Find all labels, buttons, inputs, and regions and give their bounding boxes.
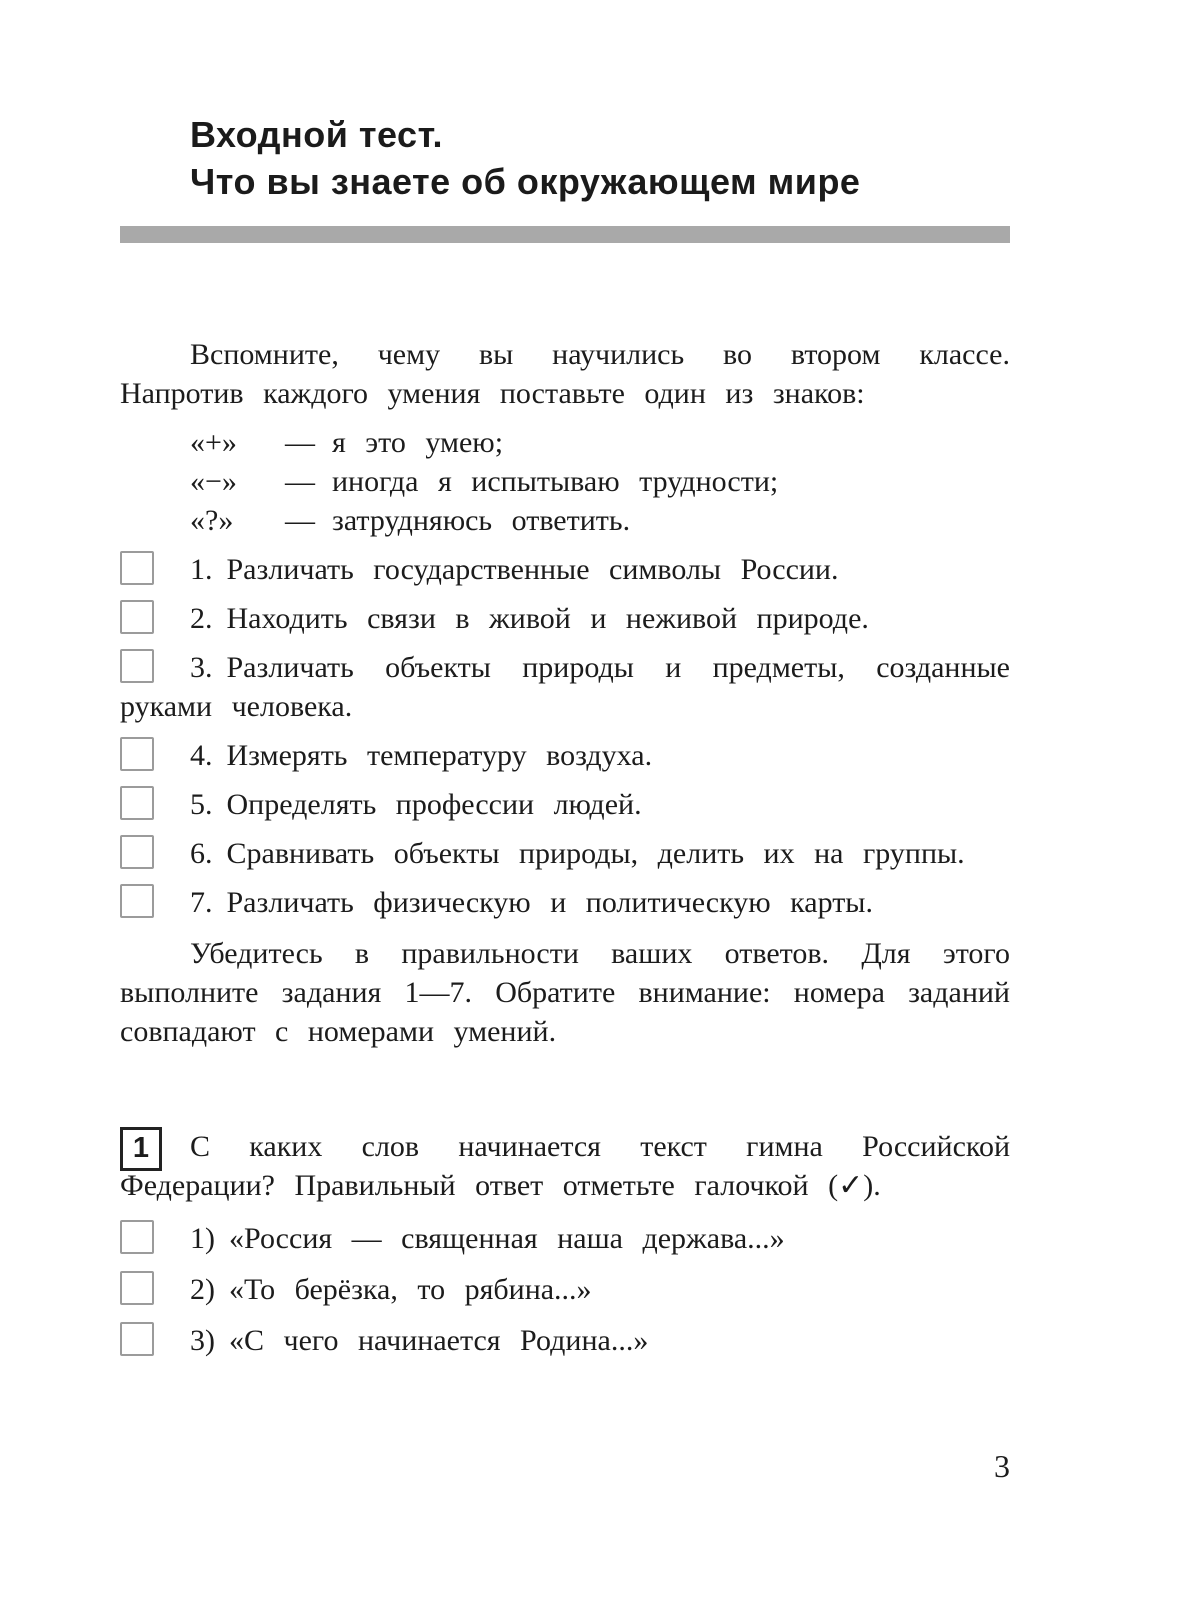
legend-row [190,501,1010,540]
skill-checkbox-7[interactable] [120,884,154,918]
task-text: С каких слов начинается текст гимна Российской Федерации? Правильный ответ отметьте галочкой (✓). [120,1129,1010,1202]
option-text: «С чего начинается Родина...» [229,1323,649,1357]
skill-text: Определять профессии людей. [226,787,642,821]
page-content [120,112,1010,1360]
skill-number: 2. [190,601,213,635]
skill-checkbox-1[interactable] [120,551,154,585]
answer-option [120,1270,1010,1309]
skill-text: Сравнивать объекты природы, делить их на группы. [226,836,965,870]
skill-checkbox-4[interactable] [120,737,154,771]
legend-sign-minus: «−» [190,464,237,498]
skill-checkbox-2[interactable] [120,600,154,634]
option-text: «Россия — священная наша держава...» [229,1221,785,1255]
legend-sign-question: «?» [190,503,234,537]
title-divider-bar [120,226,1010,243]
page-number: 3 [994,1448,1010,1484]
option-checkbox-3[interactable] [120,1322,154,1356]
skill-item [120,648,1010,726]
skill-text: Различать физическую и политическую карты. [226,885,873,919]
legend-dash: — [285,503,315,537]
legend-text: я это умею; [332,425,504,459]
skill-number: 6. [190,836,213,870]
skill-number: 4. [190,738,213,772]
skill-item [120,785,1010,824]
skill-number: 7. [190,885,213,919]
skill-text: Различать объекты природы и предметы, созданные руками человека. [120,650,1010,723]
skill-item [120,599,1010,638]
option-number: 3) [190,1323,215,1357]
skill-item [120,834,1010,873]
option-checkbox-2[interactable] [120,1271,154,1305]
skills-list [120,550,1010,922]
skill-item [120,550,1010,589]
legend-row [190,423,1010,462]
skill-item [120,883,1010,922]
skill-checkbox-5[interactable] [120,786,154,820]
skill-number: 1. [190,552,213,586]
legend-sign-plus: «+» [190,425,237,459]
option-number: 2) [190,1272,215,1306]
legend-dash: — [285,464,315,498]
check-answers-paragraph: Убедитесь в правильности ваших ответов. Для этого выполните задания 1—7. Обратите внимание: номера заданий совпадают с номерами умений. [120,936,1010,1048]
option-number: 1) [190,1221,215,1255]
page-title-line-2: Что вы знаете об окружающем мире [190,160,861,202]
page-title [190,112,1010,206]
skill-number: 5. [190,787,213,821]
answer-option [120,1219,1010,1258]
skill-checkbox-3[interactable] [120,649,154,683]
task-number-box: 1 [120,1127,162,1171]
legend-row [190,462,1010,501]
legend-text: иногда я испытываю трудности; [332,464,779,498]
task-1 [120,1127,1010,1205]
skill-item [120,736,1010,775]
legend-dash: — [285,425,315,459]
marks-legend [190,423,1010,540]
skill-text: Измерять температуру воздуха. [226,738,653,772]
skill-number: 3. [190,650,213,684]
option-text: «То берёзка, то рябина...» [229,1272,592,1306]
option-checkbox-1[interactable] [120,1220,154,1254]
skill-checkbox-6[interactable] [120,835,154,869]
skill-text: Различать государственные символы России. [226,552,839,586]
task-1-options [120,1219,1010,1360]
legend-text: затрудняюсь ответить. [332,503,631,537]
answer-option [120,1321,1010,1360]
intro-paragraph: Вспомните, чему вы научились во втором классе. Напротив каждого умения поставьте один из знаков: [120,337,1010,410]
page-title-line-1: Входной тест. [190,114,444,155]
skill-text: Находить связи в живой и неживой природе. [226,601,869,635]
